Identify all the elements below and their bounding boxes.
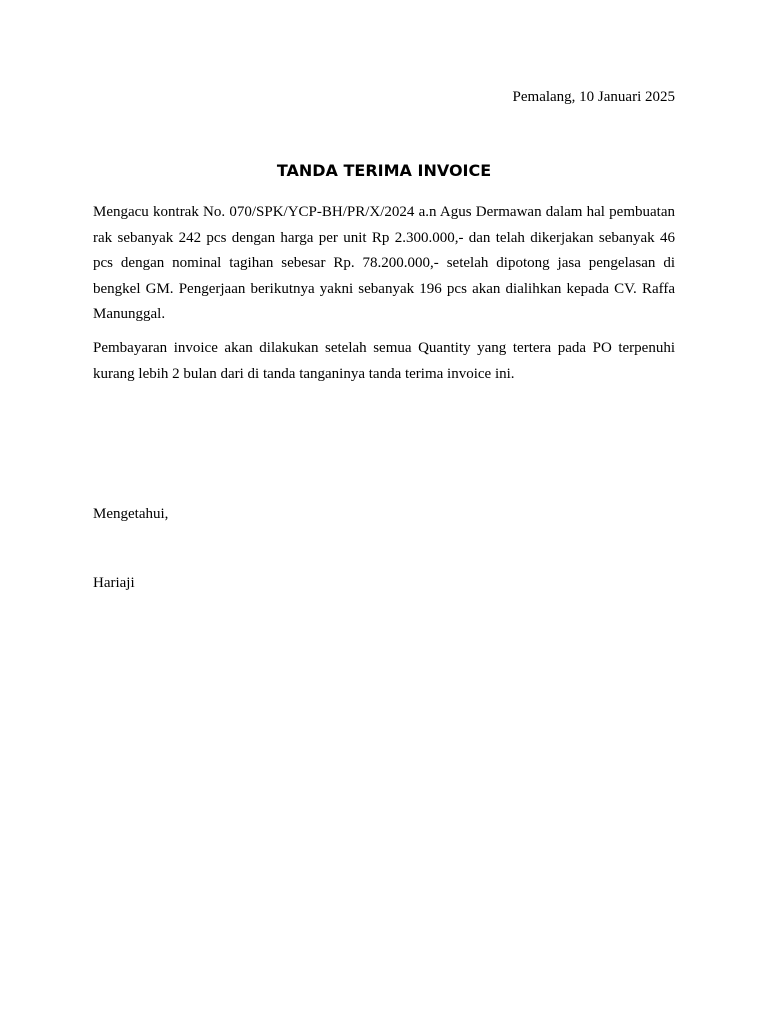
place-date: Pemalang, 10 Januari 2025 <box>512 89 675 105</box>
document-title: TANDA TERIMA INVOICE <box>276 161 492 180</box>
contract-paragraph: Mengacu kontrak No. 070/SPK/YCP-BH/PR/X/2024 a.n Agus Dermawan dalam hal pembuatan rak sebanyak 242 pcs dengan harga per unit Rp 2.300.000,- dan telah dikerjakan sebanyak 46 pcs dengan nominal tagihan sebesar Rp. 78.200.000,- setelah dipotong jasa pengelasan di bengkel GM. Pengerjaan berikutnya yakni sebanyak 196 pcs akan dialihkan kepada CV. Raffa Manunggal. <box>93 204 675 322</box>
acknowledgement-label: Mengetahui, <box>93 506 169 522</box>
payment-paragraph: Pembayaran invoice akan dilakukan setelah semua Quantity yang tertera pada PO terpenuhi kurang lebih 2 bulan dari di tanda tanganinya tanda terima invoice ini. <box>93 340 675 382</box>
signer-name: Hariaji <box>93 575 135 591</box>
